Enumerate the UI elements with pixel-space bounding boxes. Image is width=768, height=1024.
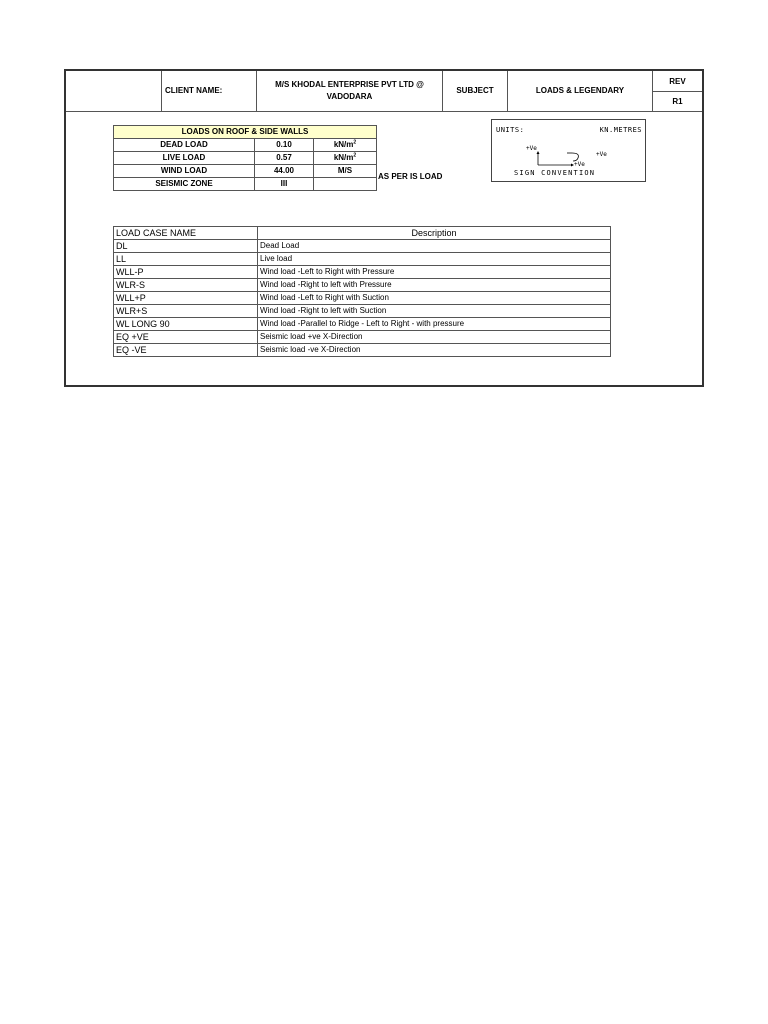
table-row (114, 152, 377, 165)
case-description: Live load (258, 253, 611, 266)
case-description: Wind load -Right to left with Suction (258, 305, 611, 318)
subject-label: SUBJECT (443, 71, 508, 111)
load-unit (314, 178, 377, 191)
case-name: WLL-P (114, 266, 258, 279)
units-value: KN.METRES (599, 126, 642, 134)
document-sheet (64, 69, 704, 387)
load-value: 0.10 (255, 139, 314, 152)
case-name: EQ -VE (114, 344, 258, 357)
table-row (114, 139, 377, 152)
load-name: DEAD LOAD (114, 139, 255, 152)
plus-ve-label-2: +Ve (596, 151, 607, 158)
load-unit: $kN/m^2$ (314, 139, 377, 152)
title-block (66, 71, 702, 112)
client-name-line1: M/S KHODAL ENTERPRISE PVT LTD @ (275, 80, 424, 89)
case-name: WLL+P (114, 292, 258, 305)
table-row (114, 266, 611, 279)
client-name-line2: VADODARA (326, 92, 373, 101)
table-row (114, 318, 611, 331)
case-description: Dead Load (258, 240, 611, 253)
load-name: LIVE LOAD (114, 152, 255, 165)
subject-value: LOADS & LEGENDARY (508, 71, 653, 111)
table-row (114, 165, 377, 178)
table-header-row (114, 227, 611, 240)
wind-load-note: AS PER IS LOAD (378, 172, 443, 181)
rev-label: REV (653, 71, 702, 92)
load-unit: $kN/m^2$ (314, 152, 377, 165)
case-name: WLR+S (114, 305, 258, 318)
load-value: III (255, 178, 314, 191)
column-header-name: LOAD CASE NAME (114, 227, 258, 240)
load-name: WIND LOAD (114, 165, 255, 178)
case-name: LL (114, 253, 258, 266)
load-value: 0.57 (255, 152, 314, 165)
loads-table-title: LOADS ON ROOF & SIDE WALLS (114, 126, 377, 139)
case-name: WL LONG 90 (114, 318, 258, 331)
units-label: UNITS: (496, 126, 525, 134)
table-row (114, 305, 611, 318)
load-name: SEISMIC ZONE (114, 178, 255, 191)
table-row (114, 279, 611, 292)
sign-convention-label: SIGN CONVENTION (514, 169, 596, 177)
table-row (114, 292, 611, 305)
plus-ve-label-3: +Ve (574, 161, 585, 168)
load-unit: M/S (314, 165, 377, 178)
case-description: Seismic load +ve X-Direction (258, 331, 611, 344)
load-cases-table (113, 226, 611, 357)
table-row (114, 178, 377, 191)
case-name: EQ +VE (114, 331, 258, 344)
case-description: Seismic load -ve X-Direction (258, 344, 611, 357)
case-name: WLR-S (114, 279, 258, 292)
rev-value: R1 (672, 96, 683, 106)
client-name (257, 71, 443, 111)
case-description: Wind load -Parallel to Ridge - Left to Right - with pressure (258, 318, 611, 331)
load-value: 44.00 (255, 165, 314, 178)
table-row (114, 240, 611, 253)
sign-convention-box (491, 119, 646, 182)
table-row (114, 253, 611, 266)
table-row (114, 331, 611, 344)
logo-cell (66, 71, 162, 111)
column-header-description: Description (258, 227, 611, 240)
case-description: Wind load -Left to Right with Suction (258, 292, 611, 305)
case-description: Wind load -Right to left with Pressure (258, 279, 611, 292)
client-label: CLIENT NAME: (162, 71, 257, 111)
case-name: DL (114, 240, 258, 253)
loads-table (113, 125, 377, 191)
case-description: Wind load -Left to Right with Pressure (258, 266, 611, 279)
table-row (114, 344, 611, 357)
plus-ve-label-1: +Ve (526, 145, 537, 152)
